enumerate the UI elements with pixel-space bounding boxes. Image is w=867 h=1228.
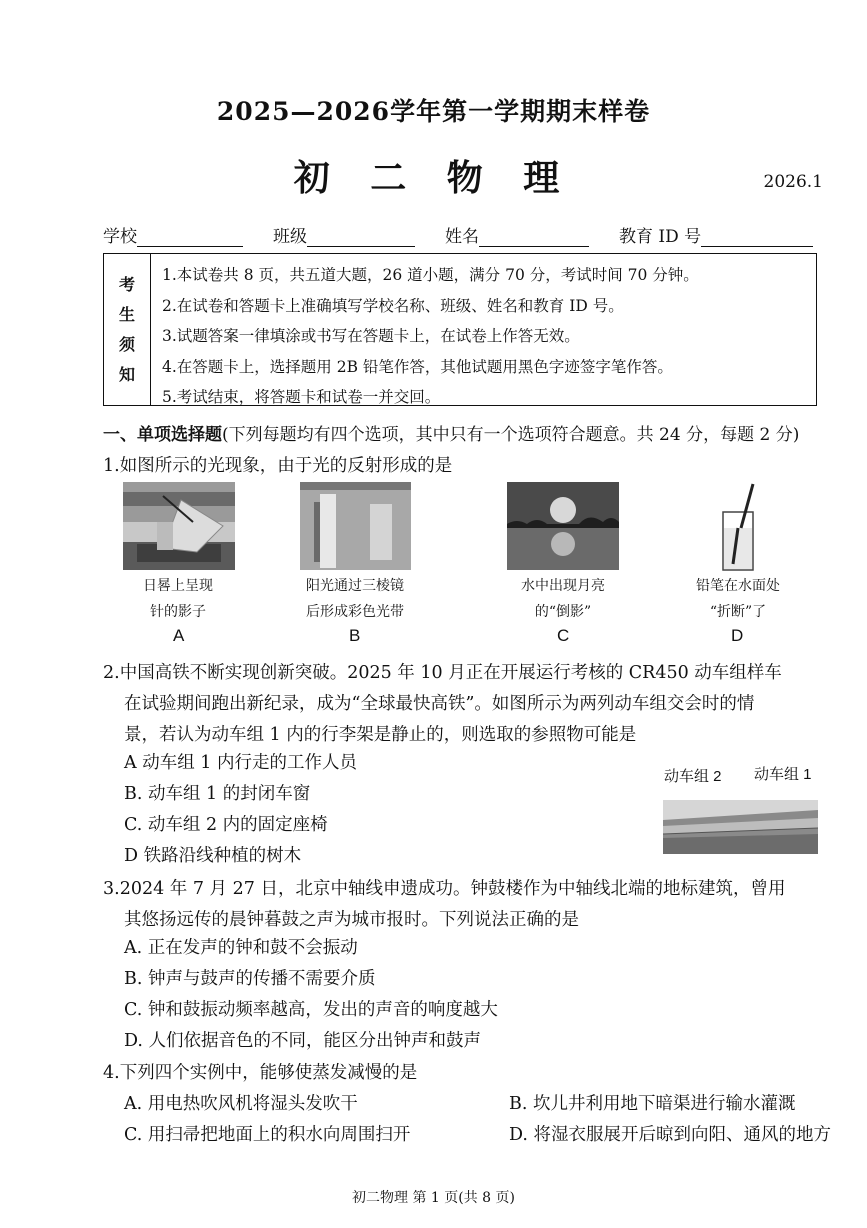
train-1-label: 动车组 1 bbox=[754, 766, 812, 783]
section-desc: (下列每题均有四个选项，其中只有一个选项符合题意。共 24 分，每题 2 分) bbox=[222, 425, 800, 445]
q4-option-a[interactable]: A. 用电热吹风机将湿头发吹干 bbox=[124, 1094, 358, 1114]
pencil-in-water-image bbox=[713, 482, 763, 572]
q2-stem-line2: 在试验期间跑出新纪录，成为“全球最快高铁”。如图所示为两列动车组交会时的情 bbox=[124, 694, 755, 714]
class-label: 班级 bbox=[273, 227, 307, 247]
q3-option-d[interactable]: D. 人们依据音色的不同，能区分出钟声和鼓声 bbox=[124, 1031, 482, 1051]
q1-stem: 1.如图所示的光现象，由于光的反射形成的是 bbox=[103, 456, 453, 476]
train-2-label: 动车组 2 bbox=[664, 768, 722, 785]
q2-stem-line1: 2.中国高铁不断实现创新突破。2025 年 10 月正在开展运行考核的 CR450 动车组样车 bbox=[103, 663, 782, 683]
notice-item: 3.试题答案一律填涂或书写在答题卡上，在试卷上作答无效。 bbox=[162, 327, 580, 345]
q3-stem-line1: 3.2024 年 7 月 27 日，北京中轴线申遗成功。钟鼓楼作为中轴线北端的地标建筑，曾用 bbox=[103, 879, 786, 899]
q4-option-b[interactable]: B. 坎儿井利用地下暗渠进行输水灌溉 bbox=[509, 1094, 796, 1114]
q3-option-a[interactable]: A. 正在发声的钟和鼓不会振动 bbox=[124, 938, 358, 958]
class-field[interactable] bbox=[307, 228, 415, 247]
notice-items bbox=[162, 260, 699, 413]
option-letter-d[interactable]: D bbox=[731, 626, 744, 645]
notice-item: 1.本试卷共 8 页，共五道大题，26 道小题，满分 70 分，考试时间 70 分钟。 bbox=[162, 266, 699, 284]
q3-option-c[interactable]: C. 钟和鼓振动频率越高，发出的声音的响度越大 bbox=[124, 1000, 498, 1020]
notice-char: 须 bbox=[118, 334, 135, 354]
prism-image bbox=[300, 482, 411, 570]
exam-date: 2026.1 bbox=[763, 172, 823, 192]
edu-id-field[interactable] bbox=[701, 228, 813, 247]
caption-line: 阳光通过三棱镜 bbox=[306, 578, 404, 594]
notice-item: 4.在答题卡上，选择题用 2B 铅笔作答，其他试题用黑色字迹签字笔作答。 bbox=[162, 357, 673, 376]
q4-option-c[interactable]: C. 用扫帚把地面上的积水向周围扫开 bbox=[124, 1125, 411, 1145]
school-label: 学校 bbox=[103, 227, 137, 247]
q3-stem-line2: 其悠扬远传的晨钟暮鼓之声为城市报时。下列说法正确的是 bbox=[124, 910, 579, 930]
caption-line: 针的影子 bbox=[150, 604, 206, 620]
notice-char: 生 bbox=[118, 304, 135, 324]
notice-item: 2.在试卷和答题卡上准确填写学校名称、班级、姓名和教育 ID 号。 bbox=[162, 296, 624, 315]
name-field[interactable] bbox=[479, 228, 589, 247]
q2-option-b[interactable]: B. 动车组 1 的封闭车窗 bbox=[124, 784, 311, 804]
notice-side-label bbox=[104, 254, 151, 405]
caption-c bbox=[498, 573, 628, 625]
caption-line: “折断”了 bbox=[709, 604, 767, 620]
caption-line: 日晷上呈现 bbox=[143, 578, 213, 594]
option-letter-c[interactable]: C bbox=[557, 626, 570, 645]
q4-stem: 4.下列四个实例中，能够使蒸发减慢的是 bbox=[103, 1063, 418, 1083]
q2-option-c[interactable]: C. 动车组 2 内的固定座椅 bbox=[124, 815, 328, 835]
caption-line: 后形成彩色光带 bbox=[306, 604, 404, 620]
section-heading bbox=[103, 420, 799, 445]
student-info-row bbox=[103, 222, 817, 247]
caption-line: 的“倒影” bbox=[534, 604, 592, 620]
name-label: 姓名 bbox=[445, 227, 479, 247]
caption-line: 铅笔在水面处 bbox=[696, 578, 780, 594]
moon-reflection-image bbox=[507, 482, 619, 570]
option-letter-a[interactable]: A bbox=[173, 626, 185, 645]
q2-stem-line3: 景，若认为动车组 1 内的行李架是静止的，则选取的参照物可能是 bbox=[124, 725, 637, 745]
notice-char: 考 bbox=[118, 274, 135, 294]
caption-a bbox=[113, 573, 243, 625]
caption-d bbox=[673, 573, 803, 625]
sundial-image bbox=[123, 482, 235, 570]
edu-id-label: 教育 ID 号 bbox=[619, 227, 702, 247]
page-footer: 初二物理 第 1 页(共 8 页) bbox=[352, 1190, 515, 1206]
caption-line: 水中出现月亮 bbox=[521, 578, 605, 594]
q2-option-a[interactable]: A 动车组 1 内行走的工作人员 bbox=[124, 753, 357, 773]
school-field[interactable] bbox=[137, 228, 243, 247]
section-title: 一、单项选择题 bbox=[103, 425, 222, 445]
notice-char: 知 bbox=[118, 364, 135, 384]
q3-option-b[interactable]: B. 钟声与鼓声的传播不需要介质 bbox=[124, 969, 376, 989]
option-letter-b[interactable]: B bbox=[349, 626, 361, 645]
q4-option-d[interactable]: D. 将湿衣服展开后晾到向阳、通风的地方 bbox=[509, 1125, 832, 1145]
trains-image bbox=[663, 800, 818, 854]
q2-option-d[interactable]: D 铁路沿线种植的树木 bbox=[124, 846, 302, 866]
notice-item: 5.考试结束，将答题卡和试卷一并交回。 bbox=[162, 388, 441, 406]
subject-title: 初 二 物 理 bbox=[293, 157, 574, 199]
exam-title: 2025—2026学年第一学期期末样卷 bbox=[216, 97, 651, 126]
exam-notice-box bbox=[103, 253, 817, 406]
caption-b bbox=[290, 573, 420, 625]
